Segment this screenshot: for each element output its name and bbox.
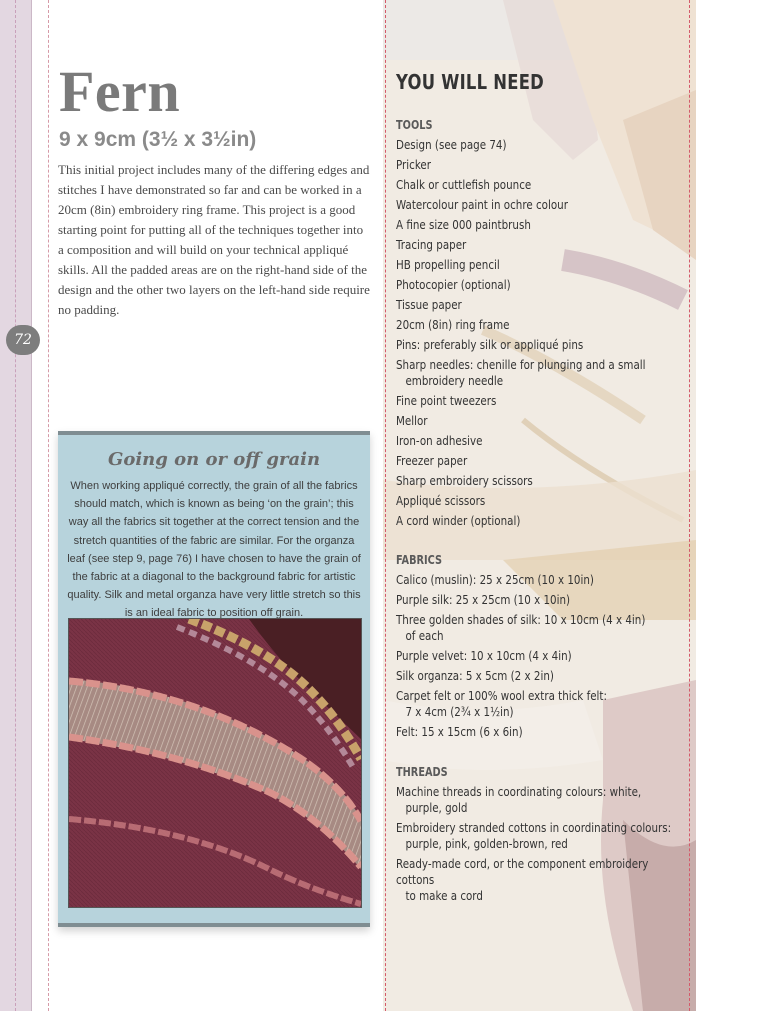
threads-item-line: Embroidery stranded cottons in coordinating colours: [396, 821, 672, 835]
tools-item-line: HB propelling pencil [396, 258, 500, 272]
tools-item [396, 493, 688, 509]
threads-item [396, 820, 688, 852]
embroidery-closeup-photo [68, 618, 362, 908]
tools-item [396, 197, 688, 213]
threads-item [396, 856, 688, 904]
threads-item-line: Ready-made cord, or the component embroidery cottons [396, 857, 649, 887]
fabrics-item-line: Purple velvet: 10 x 10cm (4 x 4in) [396, 649, 572, 663]
fabrics-item [396, 612, 688, 644]
stitch-line-right-right [689, 0, 690, 1011]
fabrics-item [396, 688, 688, 720]
fabrics-item-line: Felt: 15 x 15cm (6 x 6in) [396, 725, 523, 739]
fabrics-item-line: Purple silk: 25 x 25cm (10 x 10in) [396, 593, 571, 607]
tools-item [396, 393, 688, 409]
tools-item-line: Appliqué scissors [396, 494, 486, 508]
fabrics-heading: FABRICS [396, 552, 443, 567]
tools-item-line: Tissue paper [396, 298, 462, 312]
tools-item-line: Design (see page 74) [396, 138, 507, 152]
threads-heading: THREADS [396, 764, 448, 779]
tools-item [396, 317, 688, 333]
page-number-badge: 72 [6, 325, 40, 355]
tools-item-line: Watercolour paint in ochre colour [396, 198, 568, 212]
tools-list [396, 137, 686, 533]
threads-list [396, 784, 686, 908]
tools-item-line: Fine point tweezers [396, 394, 497, 408]
fabrics-item-line: Three golden shades of silk: 10 x 10cm (4 x 4in) [396, 613, 646, 627]
tools-item-line: Chalk or cuttlefish pounce [396, 178, 532, 192]
tip-title: Going on or off grain [107, 449, 321, 470]
tools-item-line: 20cm (8in) ring frame [396, 318, 510, 332]
fabrics-item [396, 668, 688, 684]
tools-item-line: A cord winder (optional) [396, 514, 521, 528]
tools-item-line: Tracing paper [396, 238, 467, 252]
tools-item [396, 257, 688, 273]
stitch-line-divider [48, 0, 49, 1011]
left-stitch-line [15, 0, 16, 1011]
tools-item-line: A fine size 000 paintbrush [396, 218, 531, 232]
fabrics-item [396, 724, 688, 740]
tools-item-line: Pins: preferably silk or appliqué pins [396, 338, 584, 352]
tools-heading: TOOLS [396, 117, 433, 132]
tools-item [396, 137, 688, 153]
fabrics-item [396, 648, 688, 664]
threads-item [396, 784, 688, 816]
tip-body: When working appliqué correctly, the grain of all the fabrics should match, which is known as being ‘on the grain’; this way all the fabrics sit together at the correct tension and the stretch quantities of the fabric are similar. For the organza leaf (see step 9, page 76) I have chosen to have the grain of the fabric at a diagonal to the background fabric for artistic quality. Silk and metal organza have very little stretch so this is an ideal fabric to position off grain. [67, 480, 361, 620]
fabrics-item-line: Silk organza: 5 x 5cm (2 x 2in) [396, 669, 554, 683]
tools-item-line: Mellor [396, 414, 428, 428]
page-title: Fern [59, 59, 181, 124]
fabrics-list [396, 572, 686, 744]
tools-item-line: Sharp embroidery scissors [396, 474, 533, 488]
tools-item-line: Freezer paper [396, 454, 468, 468]
tools-item [396, 337, 688, 353]
fabrics-item-line: 7 x 4cm (2¾ x 1½in) [405, 705, 514, 719]
tools-item [396, 297, 688, 313]
tip-box [58, 431, 370, 927]
tools-item [396, 237, 688, 253]
tools-item-line: Pricker [396, 158, 432, 172]
threads-item-line: to make a cord [405, 889, 483, 903]
tools-item [396, 157, 688, 173]
fabrics-item-line: Calico (muslin): 25 x 25cm (10 x 10in) [396, 573, 594, 587]
fabrics-item-line: of each [405, 629, 444, 643]
page-subtitle: 9 x 9cm (3½ x 3½in) [59, 128, 257, 151]
threads-item-line: purple, gold [405, 801, 468, 815]
tools-item [396, 217, 688, 233]
tools-item [396, 277, 688, 293]
tools-item [396, 357, 688, 389]
tools-item [396, 473, 688, 489]
tools-item-line: Iron-on adhesive [396, 434, 483, 448]
tools-item-line: Sharp needles: chenille for plunging and a small [396, 358, 646, 372]
tools-item-line: Photocopier (optional) [396, 278, 511, 292]
tools-item [396, 513, 688, 529]
fabrics-item [396, 592, 688, 608]
stitch-line-right-left [385, 0, 386, 1011]
intro-paragraph: This initial project includes many of the differing edges and stitches I have demonstrated so far and can be worked in a 20cm (8in) embroidery ring frame. This project is a good starting point for putting all of the techniques together into a composition and will build on your technical appliqué skills. All the padded areas are on the right-hand side of the design and the other two layers on the left-hand side require no padding. [58, 162, 370, 317]
tools-item [396, 413, 688, 429]
you-will-need-heading: YOU WILL NEED [396, 70, 545, 94]
fabrics-item-line: Carpet felt or 100% wool extra thick felt: [396, 689, 607, 703]
fabrics-item [396, 572, 688, 588]
tools-item-line: embroidery needle [405, 374, 504, 388]
threads-item-line: Machine threads in coordinating colours: white, [396, 785, 642, 799]
tools-item [396, 453, 688, 469]
threads-item-line: purple, pink, golden-brown, red [405, 837, 568, 851]
left-margin-strip [0, 0, 32, 1011]
tools-item [396, 177, 688, 193]
tools-item [396, 433, 688, 449]
